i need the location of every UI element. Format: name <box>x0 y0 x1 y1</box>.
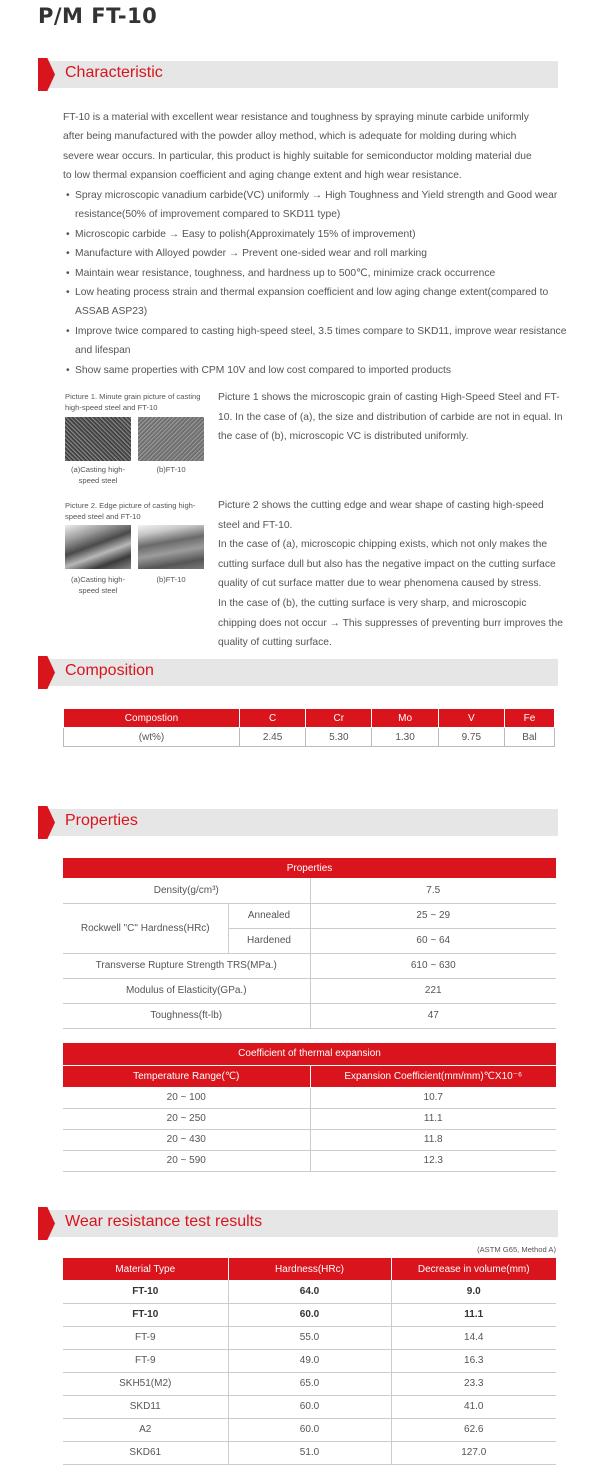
grain-image-casting <box>65 417 131 461</box>
table-cell: 20 ~ 590 <box>63 1150 310 1171</box>
table-row <box>63 1150 556 1171</box>
picture-2-text: In the case of (a), microscopic chipping exists, which not only makes the cutting surface dull but also has the negative impact on the cutting surface quality of cut surface matter due to wear phenomena caused by stress. <box>218 539 556 590</box>
table-cell: 9.0 <box>391 1280 556 1303</box>
table-cell: Hardened <box>228 928 310 953</box>
picture-1-caption: Picture 1. Minute grain picture of casting high-speed steel and FT-10 <box>65 392 201 412</box>
column-header: Fe <box>504 709 554 728</box>
grain-image-ft10 <box>138 417 204 461</box>
table-header-row <box>64 709 555 728</box>
column-header: Coefficient of thermal expansion <box>63 1043 556 1065</box>
picture-1-label-b: (b)FT-10 <box>156 465 186 474</box>
column-header: Material Type <box>63 1258 228 1280</box>
table-cell: 60.0 <box>228 1395 391 1418</box>
section-header-properties <box>38 809 558 836</box>
table-cell: 20 ~ 100 <box>63 1087 310 1108</box>
section-header-composition <box>38 659 558 686</box>
list-item: • Maintain wear resistance, toughness, and hardness up to 500℃, minimize crack occurrence <box>66 264 571 283</box>
edge-image-casting <box>65 525 131 569</box>
edge-image-ft10 <box>138 525 204 569</box>
table-cell: 60.0 <box>228 1418 391 1441</box>
table-header-row <box>63 1065 556 1087</box>
table-cell: 11.1 <box>310 1108 556 1129</box>
column-header: Mo <box>372 709 438 728</box>
picture-2-label-b: (b)FT-10 <box>156 575 186 584</box>
table-cell: 2.45 <box>239 728 305 747</box>
column-header: Expansion Coefficient(mm/mm)℃X10⁻⁶ <box>310 1065 556 1087</box>
table-cell: 47 <box>310 1003 556 1028</box>
red-flag-icon <box>38 1207 55 1240</box>
table-header-row <box>63 1258 556 1280</box>
table-cell: 51.0 <box>228 1441 391 1464</box>
column-header: V <box>438 709 504 728</box>
intro-line: FT-10 is a material with excellent wear resistance and toughness by spraying minute carbide uniformly <box>63 112 529 123</box>
column-header: Properties <box>63 858 556 878</box>
table-row <box>63 1087 556 1108</box>
table-cell: 60.0 <box>228 1303 391 1326</box>
table-cell: 1.30 <box>372 728 438 747</box>
table-row <box>63 1326 556 1349</box>
table-cell: 11.1 <box>391 1303 556 1326</box>
section-title: Properties <box>65 812 138 829</box>
table-cell: 41.0 <box>391 1395 556 1418</box>
table-cell: 9.75 <box>438 728 504 747</box>
table-cell: Transverse Rupture Strength TRS(MPa.) <box>63 953 310 978</box>
table-cell: 60 ~ 64 <box>310 928 556 953</box>
table-cell: Modulus of Elasticity(GPa.) <box>63 978 310 1003</box>
thermal-expansion-table <box>63 1043 556 1172</box>
picture-2-caption: Picture 2. Edge picture of casting high-speed steel and FT-10 <box>65 501 196 521</box>
table-cell: SKD11 <box>63 1395 228 1418</box>
table-row <box>63 903 556 928</box>
table-cell: 64.0 <box>228 1280 391 1303</box>
table-cell: 221 <box>310 978 556 1003</box>
intro-line: after being manufactured with the powder alloy method, which is adequate for molding during which <box>63 131 517 143</box>
list-item: • Microscopic carbide → Easy to polish(Approximately 15% of improvement) <box>66 225 571 244</box>
table-cell: 62.6 <box>391 1418 556 1441</box>
column-header: Temperature Range(℃) <box>63 1065 310 1087</box>
column-header: Decrease in volume(mm) <box>391 1258 556 1280</box>
table-cell: 25 ~ 29 <box>310 903 556 928</box>
table-cell: Bal <box>504 728 554 747</box>
column-header: Cr <box>306 709 372 728</box>
section-title: Characteristic <box>65 64 163 81</box>
section-header-wear <box>38 1210 558 1237</box>
table-cell: 5.30 <box>306 728 372 747</box>
table-row <box>63 953 556 978</box>
table-cell: Toughness(ft-lb) <box>63 1003 310 1028</box>
table-cell: Rockwell "C" Hardness(HRc) <box>63 903 228 953</box>
table-row <box>63 1003 556 1028</box>
picture-1-label-a: (a)Casting high-speed steel <box>70 465 126 485</box>
wear-results-table <box>63 1258 556 1465</box>
section-header-characteristic <box>38 61 558 88</box>
properties-table <box>63 858 556 1029</box>
table-row <box>64 728 555 747</box>
table-cell: 55.0 <box>228 1326 391 1349</box>
picture-2-description <box>218 496 563 653</box>
table-cell: Density(g/cm³) <box>63 878 310 903</box>
table-row <box>63 1303 556 1326</box>
composition-table <box>63 708 555 747</box>
picture-2-text: In the case of (b), the cutting surface is very sharp, and microscopic chipping does not occur → This suppresses of preventing burr improves the quality of cutting surface. <box>218 597 563 649</box>
table-cell: 12.3 <box>310 1150 556 1171</box>
table-cell: 127.0 <box>391 1441 556 1464</box>
table-cell: 20 ~ 250 <box>63 1108 310 1129</box>
column-header: Hardness(HRc) <box>228 1258 391 1280</box>
table-cell: FT-10 <box>63 1303 228 1326</box>
table-cell: Annealed <box>228 903 310 928</box>
table-row <box>63 1280 556 1303</box>
test-method-note: (ASTM G65, Method A) <box>477 1245 556 1254</box>
intro-line: severe wear occurs. In particular, this product is highly suitable for semiconductor molding material due <box>63 150 532 162</box>
table-header-row <box>63 1043 556 1065</box>
table-row <box>63 1418 556 1441</box>
list-item: • Spray microscopic vanadium carbide(VC) uniformly → High Toughness and Yield strength and Good wear resistance(50% of improvement compared to SKD11 type) <box>66 186 571 225</box>
red-flag-icon <box>38 806 55 839</box>
red-flag-icon <box>38 656 55 689</box>
table-row <box>63 978 556 1003</box>
table-row <box>63 1108 556 1129</box>
column-header: C <box>239 709 305 728</box>
picture-1-description: Picture 1 shows the microscopic grain of casting High-Speed Steel and FT-10. In the case of (a), the size and distribution of carbide are not in equal. In the case of (b), microscopic VC is distributed uniformly. <box>218 392 563 443</box>
list-item: • Manufacture with Alloyed powder → Prevent one-sided wear and roll marking <box>66 244 571 263</box>
table-cell: 7.5 <box>310 878 556 903</box>
section-title: Wear resistance test results <box>65 1213 263 1230</box>
table-cell: 14.4 <box>391 1326 556 1349</box>
table-cell: A2 <box>63 1418 228 1441</box>
red-flag-icon <box>38 58 55 91</box>
table-row <box>63 1441 556 1464</box>
picture-2-text: Picture 2 shows the cutting edge and wear shape of casting high-speed steel and FT-10. <box>218 500 544 531</box>
table-cell: 610 ~ 630 <box>310 953 556 978</box>
table-cell: 10.7 <box>310 1087 556 1108</box>
table-cell: FT-10 <box>63 1280 228 1303</box>
section-title: Composition <box>65 662 154 679</box>
table-cell: 20 ~ 430 <box>63 1129 310 1150</box>
table-cell: (wt%) <box>64 728 240 747</box>
table-cell: SKH51(M2) <box>63 1372 228 1395</box>
table-cell: 65.0 <box>228 1372 391 1395</box>
table-row <box>63 1349 556 1372</box>
page-title: P/M FT-10 <box>38 4 158 28</box>
table-row <box>63 1129 556 1150</box>
list-item: • Show same properties with CPM 10V and low cost compared to imported products <box>66 361 571 380</box>
feature-list <box>66 186 571 380</box>
intro-paragraph <box>63 108 563 186</box>
table-cell: 16.3 <box>391 1349 556 1372</box>
table-row <box>63 1395 556 1418</box>
list-item: • Improve twice compared to casting high-speed steel, 3.5 times compare to SKD11, improve wear resistance and lifespan <box>66 322 571 361</box>
table-cell: 11.8 <box>310 1129 556 1150</box>
table-cell: FT-9 <box>63 1349 228 1372</box>
picture-2-label-a: (a)Casting high-speed steel <box>70 575 126 595</box>
list-item: • Low heating process strain and thermal expansion coefficient and low aging change extent(compared to ASSAB ASP23) <box>66 283 571 322</box>
table-cell: 49.0 <box>228 1349 391 1372</box>
table-row <box>63 1372 556 1395</box>
column-header: Compostion <box>64 709 240 728</box>
table-cell: 23.3 <box>391 1372 556 1395</box>
intro-line: to low thermal expansion coefficient and aging change extent and high wear resistance. <box>63 170 462 182</box>
table-cell: FT-9 <box>63 1326 228 1349</box>
table-cell: SKD61 <box>63 1441 228 1464</box>
table-header-row <box>63 858 556 878</box>
table-row <box>63 878 556 903</box>
